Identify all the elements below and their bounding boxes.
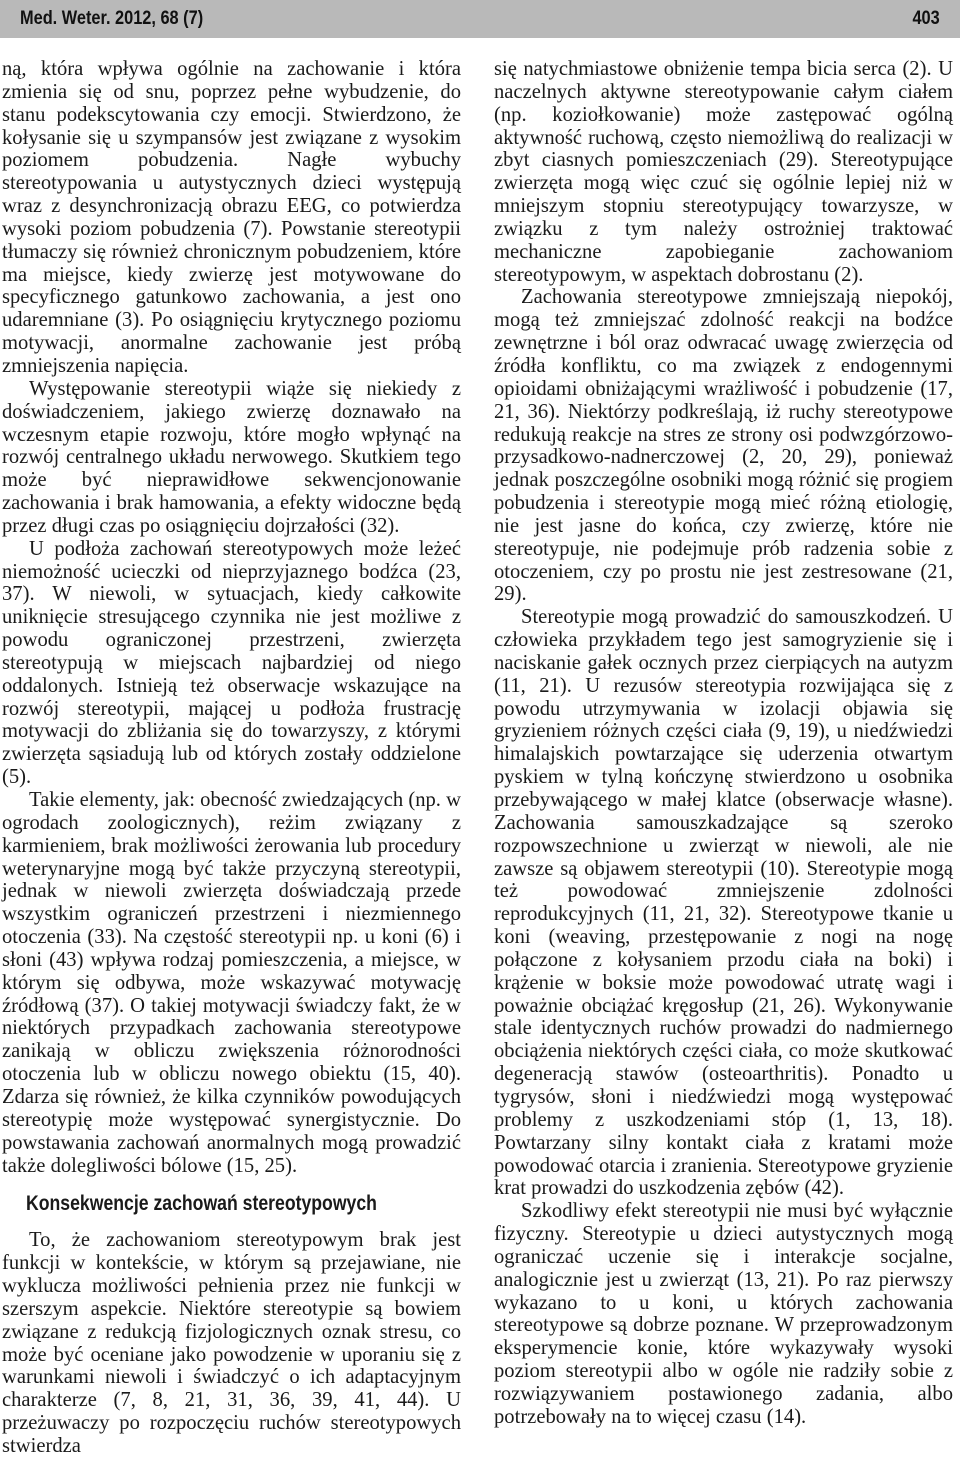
paragraph: ną, która wpływa ogólnie na zachowanie i która zmienia się od snu, poprzez pełne wybudzenie, do stanu podekscytowania czy emocji. Stwierdzono, że kołysanie się u szympansów jest związane z wysokim poziomem pobudzenia. Nagłe wybuchy stereotypowania u autystycznych dzieci występują wraz z desynchronizacją obrazu EEG, co potwierdza wysoki poziom pobudzenia (7). Powstanie stereotypii tłumaczy się również chronicznym pobudzeniem, które ma miejsce, kiedy zwierzę jest motywowane do specyficznego gatunkowo zachowania, a jest ono udaremniane (3). Po osiągnięciu krytycznego poziomu motywacji, anormalne zachowanie jest próbą zmniejszenia napięcia.	[2, 58, 461, 377]
paragraph: Szkodliwy efekt stereotypii nie musi być wyłącznie fizyczny. Stereotypie u dzieci autystycznych mogą ograniczać uczenie się i interakcje socjalne, analogicznie jest u zwierząt (13, 21). Po raz pierwszy wykazano to u koni, u których zachowania stereotypowe są dobrze poznane. W przeprowadzonym eksperymencie konie, które wykazywały wysoki poziom stereotypii albo w ogóle nie radziły sobie z rozwiązywaniem postawionego zadania, albo potrzebowały na to więcej czasu (14).	[494, 1200, 953, 1428]
paragraph: To, że zachowaniom stereotypowym brak jest funkcji w kontekście, w którym są przejawiane, nie wyklucza możliwości pełnienia przez nie funkcji w szerszym aspekcie. Niektóre stereotypie są bowiem związane z redukcją fizjologicznych oznak stresu, co może być oceniane jako powodzenie w uporaniu się z warunkami niewoli i świadczyć o ich adaptacyjnym charakterze (7, 8, 21, 31, 36, 39, 41, 44). U przeżuwaczy po rozpoczęciu ruchów stereotypowych stwierdza	[2, 1229, 461, 1457]
left-text-column	[2, 58, 461, 1458]
paragraph: się natychmiastowe obniżenie tempa bicia serca (2). U naczelnych aktywne stereotypowanie całym ciałem (np. koziołkowanie) może zastępować ogólną aktywność ruchową, często niemożliwą do realizacji w zbyt ciasnych pomieszczeniach (29). Stereotypujące zwierzęta mogą więc czuć się ogólnie lepiej niż w mniejszym stopniu stereotypujący towarzysze, w związku z tym należy ostrożniej traktować mechaniczne zapobieganie zachowaniom stereotypowym, w aspektach dobrostanu (2).	[494, 58, 953, 286]
paragraph: Takie elementy, jak: obecność zwiedzających (np. w ogrodach zoologicznych), reżim związany z karmieniem, brak możliwości żerowania lub procedury weterynaryjne mogą być także przyczyną stereotypii, jednak w niewoli zwierzęta doświadczają przede wszystkim ograniczeń przestrzeni i niezmiennego otoczenia (33). Na częstość stereotypii np. u koni (6) i słoni (43) wpływa rodzaj pomieszczenia, a miejsce, w którym się odbywa, może wskazywać motywację źródłową (37). O takiej motywacji świadczy fakt, że w niektórych przypadkach zachowania stereotypowe zanikają w obliczu zwiększenia różnorodności otoczenia lub w obliczu nowego obiektu (15, 40). Zdarza się również, że kilka czynników powodujących stereotypię może występować synergistycznie. Do powstawania zachowań anormalnych mogą prowadzić także dolegliwości bólowe (15, 25).	[2, 789, 461, 1177]
right-text-column	[494, 58, 953, 1429]
paragraph: Występowanie stereotypii wiąże się niekiedy z doświadczeniem, jakiego zwierzę doznawało na wczesnym etapie rozwoju, które mogło wpłynąć na rozwój centralnego układu nerwowego. Skutkiem tego może być nieprawidłowe sekwencjonowanie zachowania i brak hamowania, a efekty widoczne będą przez długi czas po osiągnięciu dojrzałości (32).	[2, 377, 461, 537]
paragraph: Stereotypie mogą prowadzić do samouszkodzeń. U człowieka przykładem tego jest samogryzienie się i naciskanie gałek ocznych przez cierpiących na autyzm (11, 21). U rezusów stereotypia rozwijająca się z powodu utrzymywania w izolacji objawia się gryzieniem różnych części ciała (9, 19), u niedźwiedzi himalajskich powtarzające się uderzenia otwartym pyskiem w tylną kończynę stwierdzono u osobnika przebywającego w małej klatce (obserwacje własne). Zachowania samouszkadzające są szeroko rozpowszechnione u zwierząt w niewoli, ale nie zawsze są objawem stereotypii (10). Stereotypie mogą też powodować zmniejszenie zdolności reprodukcyjnych (11, 21, 32). Stereotypowe tkanie u koni (weaving, przestępowanie z nogi na nogę połączone z kołysaniem przodu ciała na boki) i krążenie w boksie może powodować utratę wagi i poważnie obciążać kręgosłup (21, 26). Wykonywanie stale identycznych ruchów prowadzi do nadmiernego obciążenia niektórych części ciała, co może skutkować degeneracją stawów (osteoarthritis). Ponadto u tygrysów, słoni i niedźwiedzi mogą występować problemy z uszkodzeniami stóp (1, 13, 18). Powtarzany silny kontakt ciała z kratami może powodować otarcia i zranienia. Stereotypowe gryzienie krat prowadzi do uszkodzenia zębów (42).	[494, 606, 953, 1200]
journal-citation: Med. Weter. 2012, 68 (7)	[20, 8, 204, 29]
section-heading: Konsekwencje zachowań stereotypowych	[26, 1192, 377, 1216]
journal-header-bar	[0, 0, 960, 38]
page-number: 403	[912, 8, 940, 29]
paragraph: Zachowania stereotypowe zmniejszają niepokój, mogą też zmniejszać zdolność reakcji na bodźce zewnętrzne i ból oraz odwracać uwagę zwierzęcia od źródła konfliktu, co ma związek z endogennymi opioidami obniżającymi wrażliwość i pobudzenie (17, 21, 36). Niektórzy podkreślają, iż ruchy stereotypowe redukują reakcje na stres ze strony osi podwzgórzowo-przysadkowo-nadnerczowej (2, 20, 29), ponieważ jednak poszczególne osobniki mogą różnić się progiem pobudzenia i stereotypie mogą mieć różną etiologię, nie jest jasne do końca, czy zwierzę, które nie stereotypuje, nie podejmuje prób radzenia sobie z otoczeniem, czy po prostu nie jest zestresowane (21, 29).	[494, 286, 953, 606]
paragraph: U podłoża zachowań stereotypowych może leżeć niemożność ucieczki od nieprzyjaznego bodźca (23, 37). W niewoli, w sytuacjach, kiedy całkowite uniknięcie stresującego czynnika nie jest możliwe z powodu ograniczonej przestrzeni, zwierzęta stereotypują w miejscach najbardziej od niego oddalonych. Istnieją też obserwacje wskazujące na rozwój stereotypii, mającej u podłoża frustrację motywacji do zbliżania się do towarzyszy, z którymi zwierzęta sąsiadują lub od których zostały oddzielone (5).	[2, 537, 461, 789]
